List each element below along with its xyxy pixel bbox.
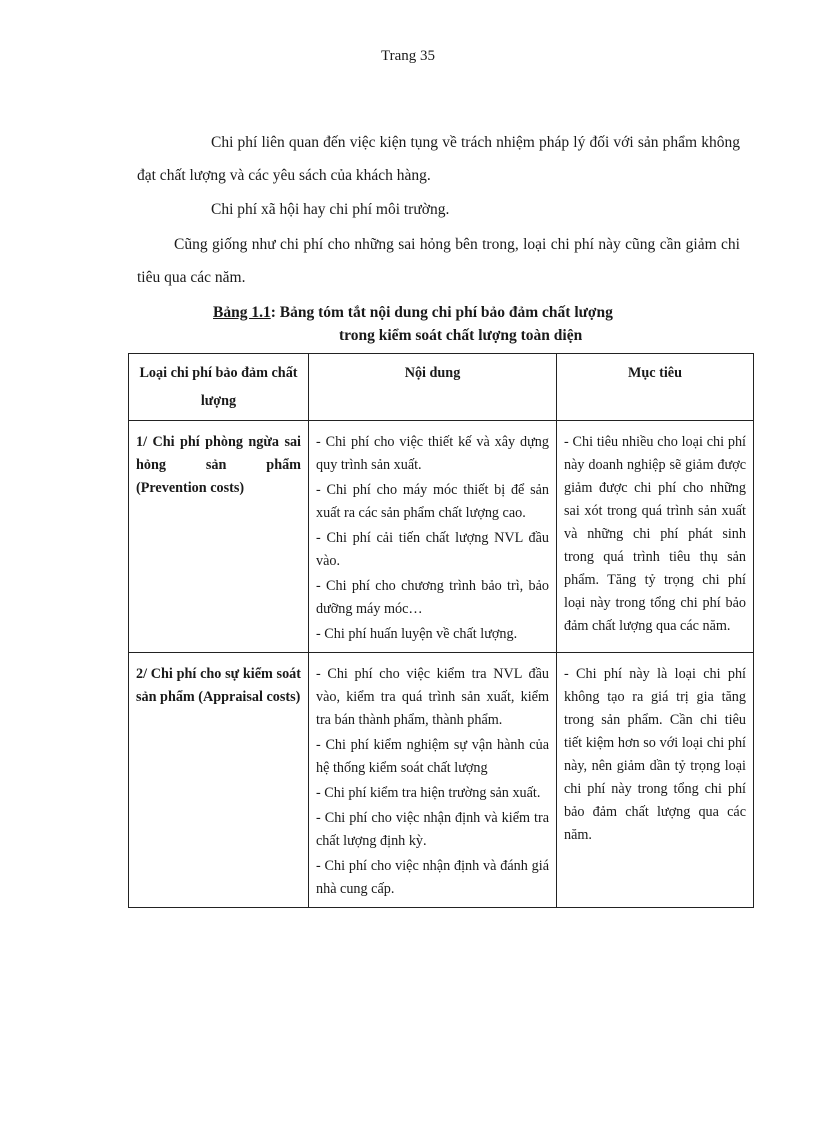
table-row <box>129 653 754 908</box>
list-item: - Chi phí cho việc nhận định và đánh giá nhà cung cấp. <box>316 858 549 897</box>
list-item: - Chi phí cho việc kiểm tra NVL đầu vào, kiểm tra quá trình sản xuất, kiểm tra bán thành phẩm, thành phẩm. <box>316 666 549 728</box>
table-row <box>129 421 754 653</box>
row-content <box>309 653 557 908</box>
table-header-row <box>129 354 754 421</box>
header-cost-type: Loại chi phí bảo đảm chất lượng <box>129 354 309 421</box>
list-item: - Chi phí cải tiến chất lượng NVL đầu vào. <box>316 530 549 569</box>
row-objective: - Chi phí này là loại chi phí không tạo ra giá trị gia tăng trong sản phẩm. Cần chi tiêu tiết kiệm hơn so với loại chi phí này, nên giảm dần tỷ trọng loại chi phí này trong tổng chi phí bảo đảm chất lượng qua các năm. <box>557 653 754 908</box>
quality-cost-table <box>128 353 754 908</box>
table-caption-line1: : Bảng tóm tắt nội dung chi phí bảo đảm chất lượng <box>270 304 613 321</box>
row-content <box>309 421 557 653</box>
table-caption <box>213 301 613 347</box>
paragraph-social-costs: Chi phí xã hội hay chi phí môi trường. <box>211 201 450 218</box>
list-item: - Chi phí cho máy móc thiết bị để sản xuất ra các sản phẩm chất lượng cao. <box>316 482 549 521</box>
paragraph-summary: Cũng giống như chi phí cho những sai hỏng bên trong, loại chi phí này cũng cần giảm chi tiêu qua các năm. <box>137 236 740 286</box>
header-objective: Mục tiêu <box>557 354 754 421</box>
header-content: Nội dung <box>309 354 557 421</box>
row-category: 1/ Chi phí phòng ngừa sai hỏng sản phẩm (Prevention costs) <box>129 421 309 653</box>
page-number: Trang 35 <box>380 48 436 64</box>
table-caption-label: Bảng 1.1 <box>213 304 271 321</box>
list-item: - Chi phí cho chương trình bảo trì, bảo dưỡng máy móc… <box>316 578 549 617</box>
row-objective: - Chi tiêu nhiều cho loại chi phí này doanh nghiệp sẽ giảm được giảm được chi phí cho những sai xót trong quá trình sản xuất và những chi phí phát sinh trong quá trình tiêu thụ sản phẩm. Tăng tỷ trọng chi phí loại này trong tổng chi phí bảo đảm chất lượng qua các năm. <box>557 421 754 653</box>
list-item: - Chi phí cho việc nhận định và kiểm tra chất lượng định kỳ. <box>316 810 549 849</box>
paragraph-litigation-costs: Chi phí liên quan đến việc kiện tụng về trách nhiệm pháp lý đối với sản phẩm không đạt chất lượng và các yêu sách của khách hàng. <box>137 134 740 184</box>
list-item: - Chi phí cho việc thiết kế và xây dựng quy trình sản xuất. <box>316 434 549 473</box>
row-category: 2/ Chi phí cho sự kiểm soát sản phẩm (Appraisal costs) <box>129 653 309 908</box>
table-caption-line2: trong kiểm soát chất lượng toàn diện <box>339 327 583 344</box>
list-item: - Chi phí kiểm tra hiện trường sản xuất. <box>316 785 541 801</box>
list-item: - Chi phí huấn luyện về chất lượng. <box>316 626 518 642</box>
list-item: - Chi phí kiểm nghiệm sự vận hành của hệ thống kiểm soát chất lượng <box>316 737 549 776</box>
